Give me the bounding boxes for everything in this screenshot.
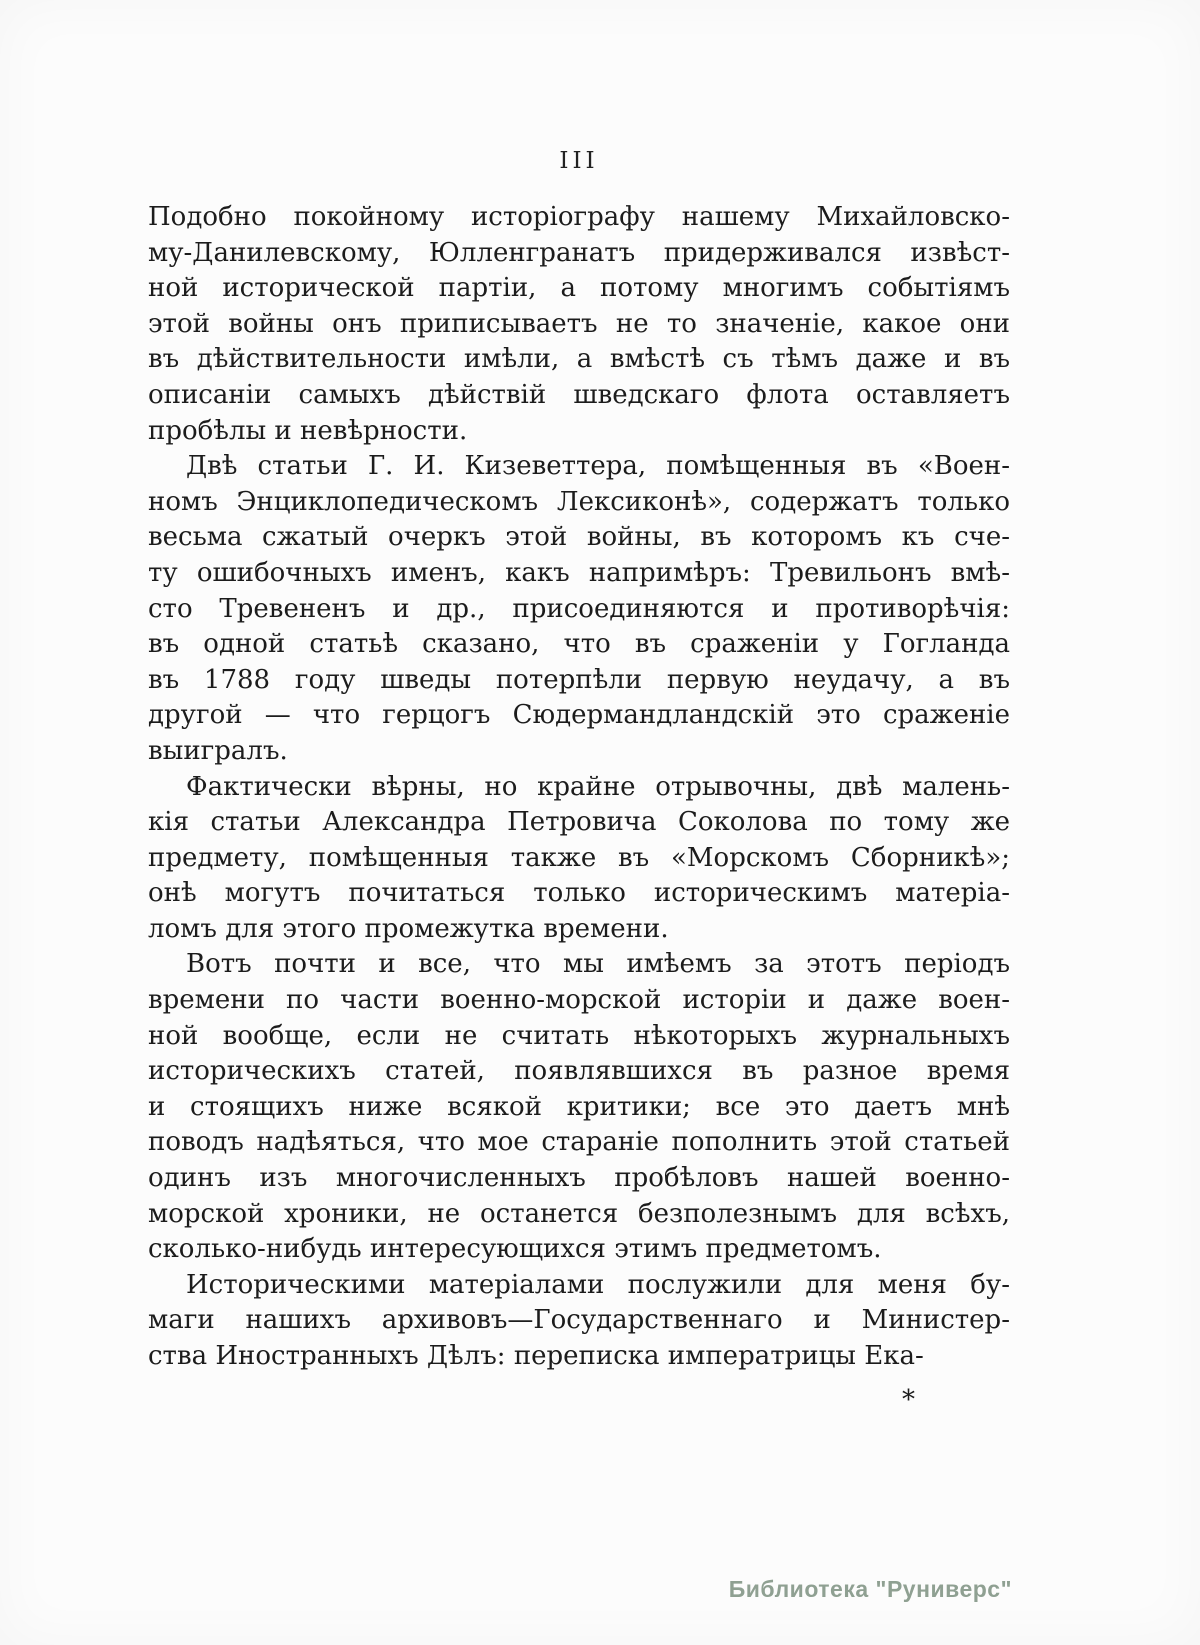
paragraph — [148, 1268, 1010, 1375]
text-line: одинъ изъ многочисленныхъ пробѣловъ нашей военно- — [148, 1163, 1010, 1194]
text-line: номъ Энциклопедическомъ Лексиконѣ», содержатъ только — [148, 486, 1010, 517]
text-line: му-Данилевскому, Юлленгранатъ придерживался извѣст- — [148, 237, 1010, 268]
text-line: сто Тревененъ и др., присоединяются и противорѣчія: — [148, 593, 1010, 624]
text-line: весьма сжатый очеркъ этой войны, въ которомъ къ сче- — [148, 522, 1010, 553]
text-block — [148, 200, 1010, 1375]
paragraph — [148, 449, 1010, 769]
text-line: кія статьи Александра Петровича Соколова по тому же — [148, 807, 1010, 838]
text-line: времени по части военно-морской исторіи и даже воен- — [148, 985, 1010, 1016]
text-line: маги нашихъ архивовъ—Государственнаго и Министер- — [148, 1305, 1010, 1336]
text-line: Фактически вѣрны, но крайне отрывочны, двѣ малень- — [186, 771, 1010, 802]
library-watermark: Библиотека "Руниверс" — [728, 1576, 1012, 1602]
text-line: Вотъ почти и все, что мы имѣемъ за этотъ періодъ — [186, 949, 1010, 980]
text-line: описаніи самыхъ дѣйствій шведскаго флота оставляетъ — [148, 379, 1010, 410]
text-line: ту ошибочныхъ именъ, какъ напримѣръ: Тревильонъ вмѣ- — [148, 557, 1010, 588]
paragraph — [148, 947, 1010, 1267]
footnote-row — [148, 1385, 1010, 1415]
text-line: предмету, помѣщенныя также въ «Морскомъ Сборникѣ»; — [148, 842, 1010, 873]
footnote-asterisk: * — [902, 1384, 915, 1415]
paragraph — [148, 770, 1010, 948]
text-line: ства Иностранныхъ Дѣлъ: переписка императрицы Ека- — [148, 1341, 924, 1371]
text-line: сколько-нибудь интересующихся этимъ предметомъ. — [148, 1234, 882, 1265]
text-line: онѣ могутъ почитаться только историческимъ матеріа- — [148, 878, 1010, 909]
text-line: въ одной статьѣ сказано, что въ сраженіи у Гогланда — [148, 629, 1010, 660]
text-line: Подобно покойному исторіографу нашему Михайловско- — [148, 202, 1010, 232]
text-line: историческихъ статей, появлявшихся въ разное время — [148, 1056, 1010, 1087]
text-line: Историческими матеріалами послужили для меня бу- — [186, 1269, 1010, 1300]
text-line: въ дѣйствительности имѣли, а вмѣстѣ съ тѣмъ даже и въ — [148, 344, 1010, 375]
text-line: ной исторической партіи, а потому многимъ событіямъ — [148, 273, 1010, 304]
page-number: III — [559, 148, 599, 174]
text-line: другой — что герцогъ Сюдермандландскій это сраженіе — [148, 700, 1010, 731]
text-line: этой войны онъ приписываетъ не то значеніе, какое они — [148, 308, 1010, 339]
text-line: выигралъ. — [148, 735, 288, 766]
paragraph — [148, 200, 1010, 449]
text-line: и стоящихъ ниже всякой критики; все это даетъ мнѣ — [148, 1091, 1010, 1122]
text-line: ломъ для этого промежутка времени. — [148, 913, 669, 944]
text-line: ной вообще, если не считать нѣкоторыхъ журнальныхъ — [148, 1020, 1010, 1051]
text-line: въ 1788 году шведы потерпѣли первую неудачу, а въ — [148, 664, 1010, 695]
text-line: морской хроники, не останется безполезнымъ для всѣхъ, — [148, 1198, 1010, 1229]
text-line: поводъ надѣяться, что мое стараніе пополнить этой статьей — [148, 1127, 1010, 1158]
text-line: Двѣ статьи Г. И. Кизеветтера, помѣщенныя въ «Воен- — [186, 451, 1010, 482]
text-line: пробѣлы и невѣрности. — [148, 415, 468, 446]
